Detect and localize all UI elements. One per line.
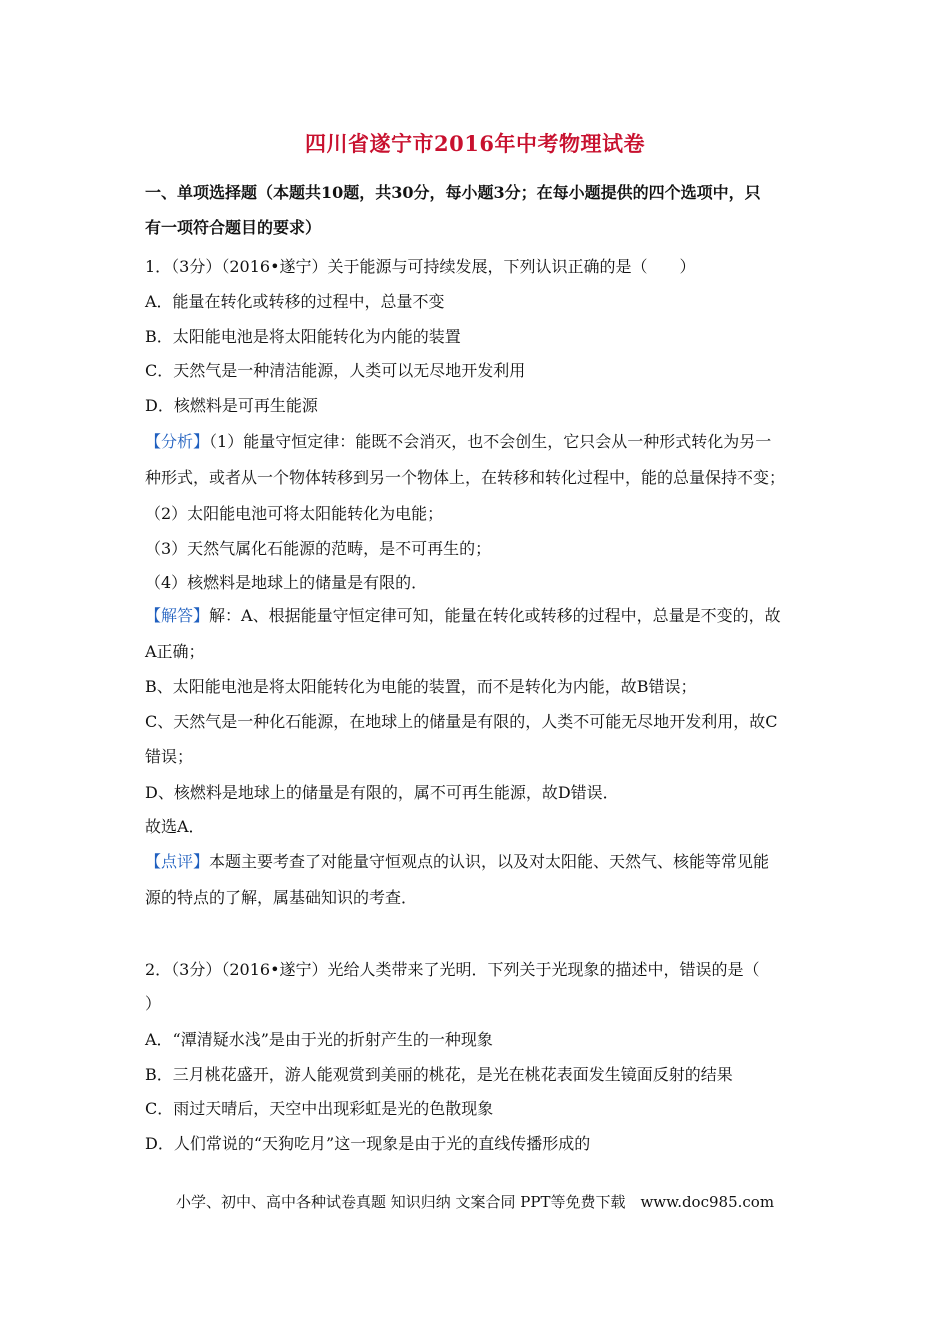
answer-tag: 【解答】 bbox=[145, 606, 210, 625]
answer-line-6: D、核燃料是地球上的储量是有限的，属不可再生能源，故D错误． bbox=[145, 783, 619, 802]
answer-line-3: B、太阳能电池是将太阳能转化为电能的装置，而不是转化为内能，故B错误； bbox=[145, 677, 697, 696]
question-2-option-a: A．“潭清疑水浅”是由于光的折射产生的一种现象 bbox=[145, 1030, 493, 1049]
question-1-option-d: D．核燃料是可再生能源 bbox=[145, 396, 318, 415]
analysis-line-3: （2）太阳能电池可将太阳能转化为电能； bbox=[145, 504, 444, 523]
analysis-text: （1）能量守恒定律：能既不会消灭，也不会创生，它只会从一种形式转化为另一 bbox=[209, 432, 772, 451]
comment-line-2: 源的特点的了解，属基础知识的考查． bbox=[145, 888, 418, 907]
question-2-stem-line-1: 2．（3分）（2016•遂宁）光给人类带来了光明．下列关于光现象的描述中，错误的是（ bbox=[145, 960, 760, 979]
question-1-option-a: A．能量在转化或转移的过程中，总量不变 bbox=[145, 292, 445, 311]
analysis-tag: 【分析】 bbox=[145, 432, 210, 451]
page-title: 四川省遂宁市2016年中考物理试卷 bbox=[305, 131, 645, 156]
section-heading-line-1: 一、单项选择题（本题共10题，共30分，每小题3分；在每小题提供的四个选项中，只 bbox=[145, 183, 761, 202]
question-2-option-d: D．人们常说的“天狗吃月”这一现象是由于光的直线传播形成的 bbox=[145, 1134, 591, 1153]
question-1-stem: 1．（3分）（2016•遂宁）关于能源与可持续发展，下列认识正确的是（ ） bbox=[145, 257, 696, 276]
answer-text: 解：A、根据能量守恒定律可知，能量在转化或转移的过程中，总量是不变的，故 bbox=[209, 606, 781, 625]
answer-line-2: A正确； bbox=[145, 642, 205, 661]
comment-line-1 bbox=[145, 849, 769, 872]
question-2-option-b: B．三月桃花盛开，游人能观赏到美丽的桃花，是光在桃花表面发生镜面反射的结果 bbox=[145, 1065, 733, 1084]
question-1-option-b: B．太阳能电池是将太阳能转化为内能的装置 bbox=[145, 327, 461, 346]
analysis-line-2: 种形式，或者从一个物体转移到另一个物体上，在转移和转化过程中，能的总量保持不变； bbox=[145, 468, 786, 487]
comment-text: 本题主要考查了对能量守恒观点的认识，以及对太阳能、天然气、核能等常见能 bbox=[209, 852, 770, 871]
answer-line-1 bbox=[145, 603, 781, 626]
question-1-option-c: C．天然气是一种清洁能源，人类可以无尽地开发利用 bbox=[145, 361, 526, 380]
answer-line-7: 故选A． bbox=[145, 817, 205, 836]
analysis-line-1 bbox=[145, 429, 771, 452]
answer-line-5: 错误； bbox=[145, 747, 194, 766]
answer-line-4: C、天然气是一种化石能源，在地球上的储量是有限的，人类不可能无尽地开发利用，故C bbox=[145, 712, 778, 731]
section-heading-line-2: 有一项符合题目的要求） bbox=[145, 218, 322, 237]
question-2-stem-line-2: ） bbox=[145, 994, 162, 1013]
question-2-option-c: C．雨过天晴后，天空中出现彩虹是光的色散现象 bbox=[145, 1099, 494, 1118]
analysis-line-4: （3）天然气属化石能源的范畴，是不可再生的； bbox=[145, 539, 492, 558]
analysis-line-5: （4）核燃料是地球上的储量是有限的． bbox=[145, 573, 428, 592]
comment-tag: 【点评】 bbox=[145, 852, 210, 871]
page-footer: 小学、初中、高中各种试卷真题 知识归纳 文案合同 PPT等免费下载 www.doc985.com bbox=[175, 1193, 775, 1211]
